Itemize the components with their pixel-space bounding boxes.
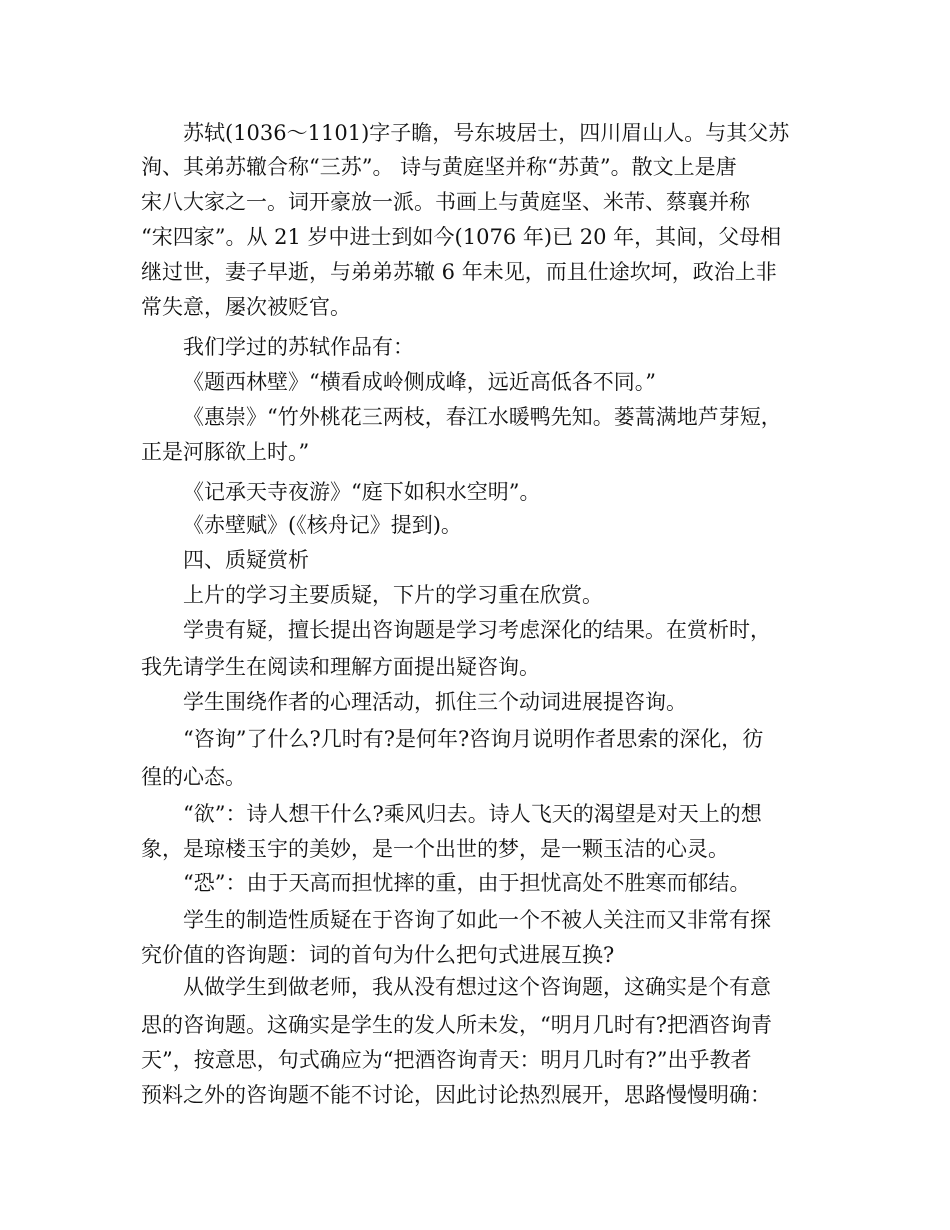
text-line: 宋八大家之一。词开豪放一派。书画上与黄庭坚、米芾、蔡襄并称 <box>141 190 750 214</box>
text-line: 预料之外的咨询题不能不讨论，因此讨论热烈展开，思路慢慢明确： <box>141 1083 771 1107</box>
text-line: 正是河豚欲上时。” <box>141 440 310 464</box>
text-line: 我们学过的苏轼作品有： <box>183 335 414 359</box>
text-line: 徨的心态。 <box>141 765 246 789</box>
text-line: 学生的制造性质疑在于咨询了如此一个不被人关注而又非常有探 <box>183 908 771 932</box>
text-line: 继过世，妻子早逝，与弟弟苏辙 6 年未见，而且仕途坎坷，政治上非 <box>141 260 777 284</box>
text-line: 究价值的咨询题：词的首句为什么把句式进展互换? <box>141 943 615 967</box>
text-line: “恐”：由于天高而担忧摔的重，由于担忧高处不胜寒而郁结。 <box>183 871 751 895</box>
text-line: 上片的学习主要质疑，下片的学习重在欣赏。 <box>183 583 603 607</box>
text-line: 苏轼(1036～1101)字子瞻，号东坡居士，四川眉山人。与其父苏 <box>183 121 790 145</box>
text-line: 天”，按意思，句式确应为“把酒咨询青天：明月几时有?”出乎教者 <box>141 1048 752 1072</box>
text-line: 象，是琼楼玉宇的美妙，是一个出世的梦，是一颗玉洁的心灵。 <box>141 837 729 861</box>
text-line: 从做学生到做老师，我从没有想过这个咨询题，这确实是个有意 <box>183 975 771 999</box>
text-line: “欲”：诗人想干什么?乘风归去。诗人飞天的渴望是对天上的想 <box>183 802 762 826</box>
text-line: 我先请学生在阅读和理解方面提出疑咨询。 <box>141 655 540 679</box>
text-line: 《赤壁赋》(《核舟记》提到)。 <box>183 513 462 537</box>
text-line: 常失意，屡次被贬官。 <box>141 295 351 319</box>
text-line: 学贵有疑，擅长提出咨询题是学习考虑深化的结果。在赏析时， <box>183 618 771 642</box>
text-line: 《记承天寺夜游》“庭下如积水空明”。 <box>183 480 541 504</box>
section-heading: 四、质疑赏析 <box>183 548 309 572</box>
text-line: “咨询”了什么?几时有?是何年?咨询月说明作者思索的深化，彷 <box>183 727 764 751</box>
text-line: “宋四家”。从 21 岁中进士到如今(1076 年)已 20 年，其间，父母相 <box>141 225 782 249</box>
text-line: 洵、其弟苏辙合称“三苏”。 诗与黄庭坚并称“苏黄”。散文上是唐 <box>141 155 737 179</box>
text-line: 《惠崇》“竹外桃花三两枝，春江水暖鸭先知。蒌蒿满地芦芽短， <box>183 405 782 429</box>
text-line: 学生围绕作者的心理活动，抓住三个动词进展提咨询。 <box>183 690 687 714</box>
text-line: 思的咨询题。这确实是学生的发人所未发，“明月几时有?把酒咨询青 <box>141 1013 772 1037</box>
text-line: 《题西林壁》“横看成岭侧成峰，远近高低各不同。” <box>183 370 656 394</box>
